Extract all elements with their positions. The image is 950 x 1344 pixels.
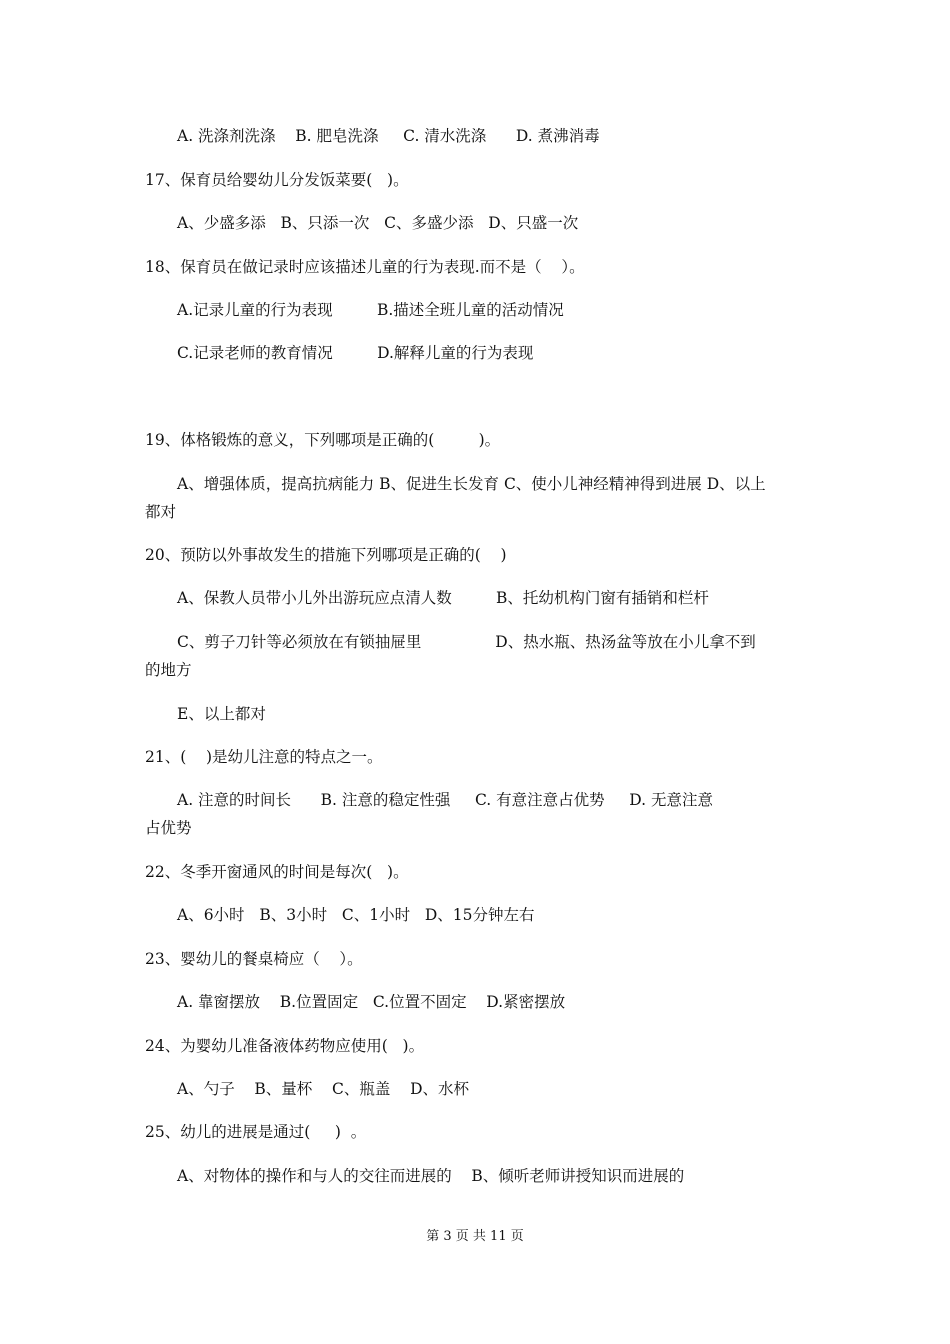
- q21-question: 21、( )是幼儿注意的特点之一。: [145, 748, 383, 766]
- q19-question: 19、体格锻炼的意义，下列哪项是正确的( )。: [145, 431, 501, 449]
- q25-question: 25、幼儿的进展是通过( ) 。: [145, 1123, 367, 1141]
- q19-options: A、增强体质，提高抗病能力 B、促进生长发育 C、使小儿神经精神得到进展 D、以上: [177, 475, 766, 493]
- q17-options: A、少盛多添 B、只添一次 C、多盛少添 D、只盛一次: [177, 214, 579, 232]
- q23-question: 23、婴幼儿的餐桌椅应（ ）。: [145, 950, 363, 968]
- q21-options: A. 注意的时间长 B. 注意的稳定性强 C. 有意注意占优势 D. 无意注意: [177, 791, 714, 809]
- q19-options-cont: 都对: [145, 503, 177, 521]
- q20-options-row2: C、剪子刀针等必须放在有锁抽屉里 D、热水瓶、热汤盆等放在小儿拿不到: [177, 633, 756, 651]
- q18-question: 18、保育员在做记录时应该描述儿童的行为表现.而不是（ ）。: [145, 258, 585, 276]
- q18-options-row1: A.记录儿童的行为表现 B.描述全班儿童的活动情况: [177, 301, 564, 319]
- q20-options-row3: E、以上都对: [177, 705, 266, 723]
- q23-options: A. 靠窗摆放 B.位置固定 C.位置不固定 D.紧密摆放: [177, 993, 566, 1011]
- q20-options-row1: A、保教人员带小儿外出游玩应点清人数 B、托幼机构门窗有插销和栏杆: [177, 589, 709, 607]
- q24-options: A、勺子 B、量杯 C、瓶盖 D、水杯: [177, 1080, 469, 1098]
- q18-options-row2: C.记录老师的教育情况 D.解释儿童的行为表现: [177, 344, 534, 362]
- q22-question: 22、冬季开窗通风的时间是每次( )。: [145, 863, 409, 881]
- q20-question: 20、预防以外事故发生的措施下列哪项是正确的( ): [145, 546, 507, 564]
- q16-options: A. 洗涤剂洗涤 B. 肥皂洗涤 C. 清水洗涤 D. 煮沸消毒: [177, 127, 600, 145]
- q24-question: 24、为婴幼儿准备液体药物应使用( )。: [145, 1037, 425, 1055]
- q17-question: 17、保育员给婴幼儿分发饭菜要( )。: [145, 171, 409, 189]
- q21-options-cont: 占优势: [145, 819, 192, 837]
- q25-options: A、对物体的操作和与人的交往而进展的 B、倾听老师讲授知识而进展的: [177, 1167, 685, 1185]
- page-footer: 第 3 页 共 11 页: [426, 1229, 524, 1244]
- q22-options: A、6小时 B、3小时 C、1小时 D、15分钟左右: [177, 906, 535, 924]
- q20-options-row2-cont: 的地方: [145, 661, 192, 679]
